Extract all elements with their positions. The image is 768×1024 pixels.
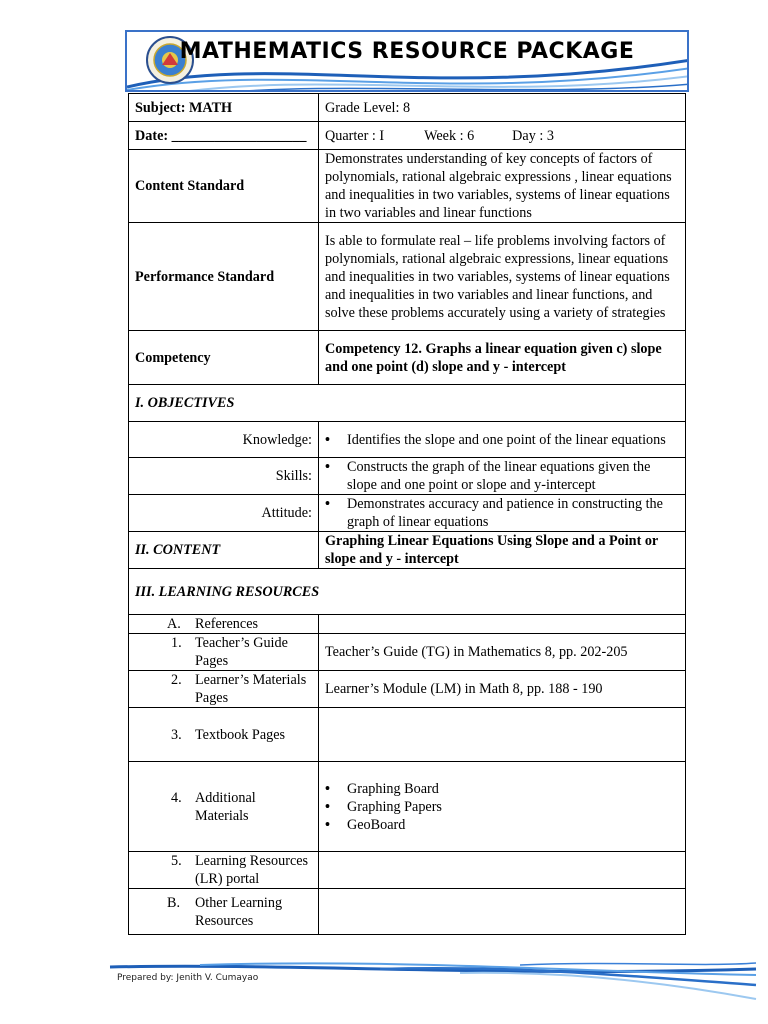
- list-item: • Graphing Board: [325, 780, 679, 798]
- attitude-label: Attitude:: [129, 495, 319, 532]
- learners-materials-value: Learner’s Module (LM) in Math 8, pp. 188 - 190: [319, 671, 686, 708]
- skills-label: Skills:: [129, 458, 319, 495]
- table-row: [129, 762, 686, 852]
- textbook-pages-item: 3. Textbook Pages: [171, 726, 286, 743]
- competency-label: Competency: [129, 331, 319, 385]
- table-row: [129, 331, 686, 385]
- lr-portal-item: 5. Learning Resources (LR) portal: [171, 853, 309, 887]
- learning-resources-heading: III. LEARNING RESOURCES: [129, 569, 686, 615]
- lesson-plan-table: [128, 93, 686, 935]
- teachers-guide-item: 1. Teacher’s Guide Pages: [171, 635, 288, 669]
- footer-wave-graphic: [0, 955, 768, 1005]
- schedule-cell: [319, 122, 686, 150]
- table-row: [129, 122, 686, 150]
- week-value: Week : 6: [424, 127, 475, 144]
- table-row: [129, 94, 686, 122]
- header-banner: [125, 30, 689, 92]
- subject-cell: Subject: MATH: [129, 94, 319, 122]
- grade-level-cell: Grade Level: 8: [319, 94, 686, 122]
- table-row: [129, 495, 686, 532]
- content-standard-label: Content Standard: [129, 150, 319, 223]
- knowledge-objective: • Identifies the slope and one point of the linear equations: [325, 431, 679, 449]
- table-row: [129, 150, 686, 223]
- table-row: [129, 634, 686, 671]
- quarter-value: Quarter : I: [325, 127, 385, 144]
- list-item: • GeoBoard: [325, 816, 679, 834]
- attitude-objective: • Demonstrates accuracy and patience in constructing the graph of linear equations: [325, 495, 679, 531]
- performance-standard-value: Is able to formulate real – life problems involving factors of polynomials, rational algebraic expressions, linear equations and inequalities in two variables, systems of linear equations and inequalities in two variables and linear functions, and solve these problems accurately using a variety of strategies: [319, 223, 686, 331]
- competency-value: Competency 12. Graphs a linear equation given c) slope and one point (d) slope and y - intercept: [319, 331, 686, 385]
- day-value: Day : 3: [512, 127, 554, 144]
- table-row: [129, 385, 686, 422]
- content-value: Graphing Linear Equations Using Slope and a Point or slope and y - intercept: [319, 532, 686, 569]
- other-resources-item: B. Other Learning Resources: [167, 894, 283, 929]
- skills-objective: • Constructs the graph of the linear equations given the slope and one point or slope and y-intercept: [325, 458, 679, 494]
- table-row: [129, 671, 686, 708]
- additional-materials-item: 4. Additional Materials: [171, 789, 256, 824]
- table-row: [129, 223, 686, 331]
- teachers-guide-value: Teacher’s Guide (TG) in Mathematics 8, pp. 202-205: [319, 634, 686, 671]
- content-heading: II. CONTENT: [129, 532, 319, 569]
- references-item: A. References: [167, 616, 259, 632]
- list-item: • Graphing Papers: [325, 798, 679, 816]
- table-row: [129, 852, 686, 889]
- date-cell: Date: ___________________: [129, 122, 319, 150]
- table-row: [129, 569, 686, 615]
- additional-materials-list: [319, 762, 686, 852]
- table-row: [129, 615, 686, 634]
- content-standard-value: Demonstrates understanding of key concepts of factors of polynomials, rational algebraic expressions , linear equations and inequalities in two variables, systems of linear equations in two variables and linear functions: [319, 150, 686, 223]
- table-row: [129, 889, 686, 935]
- table-row: [129, 458, 686, 495]
- table-row: [129, 422, 686, 458]
- performance-standard-label: Performance Standard: [129, 223, 319, 331]
- prepared-by-text: Prepared by: Jenith V. Cumayao: [117, 973, 259, 983]
- table-row: [129, 532, 686, 569]
- page-title: MATHEMATICS RESOURCE PACKAGE: [179, 39, 635, 64]
- objectives-heading: I. OBJECTIVES: [129, 385, 686, 422]
- knowledge-label: Knowledge:: [129, 422, 319, 458]
- learners-materials-item: 2. Learner’s Materials Pages: [171, 672, 307, 706]
- table-row: [129, 708, 686, 762]
